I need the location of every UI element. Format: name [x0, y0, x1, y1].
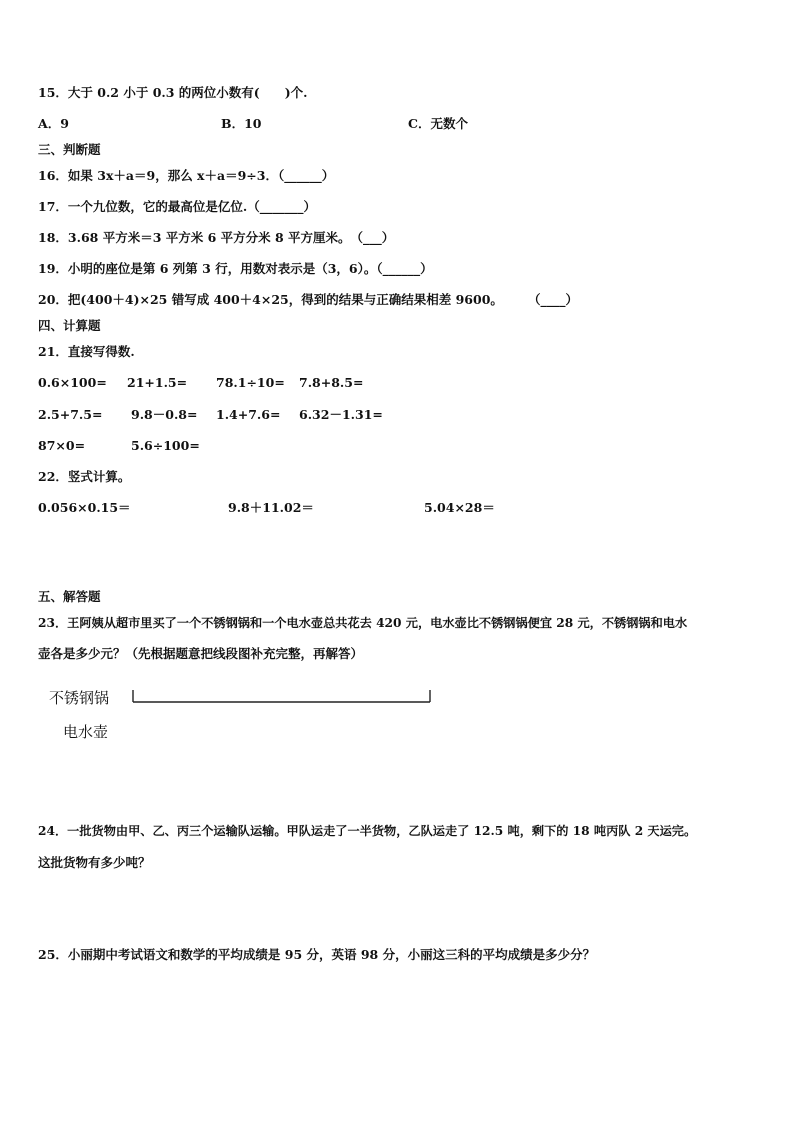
q21-item: 2.5+7.5= [38, 407, 103, 422]
q22-item: 0.056×0.15＝ [38, 500, 131, 515]
q15-option-a: A．9 [38, 116, 69, 131]
segment-diagram [125, 680, 435, 710]
q21-item: 0.6×100= [38, 375, 107, 390]
q21-item: 1.4+7.6= [216, 407, 281, 422]
q21-item: 87×0= [38, 438, 86, 453]
question-25: 25．小丽期中考试语文和数学的平均成绩是 95 分，英语 98 分，小丽这三科的平均成绩是多少分？ [38, 947, 596, 962]
q15-option-b: B．10 [221, 116, 262, 131]
question-20: 20．把(400＋4)×25 错写成 400＋4×25，得到的结果与正确结果相差 9600。 [38, 292, 503, 307]
question-23-line1: 23．王阿姨从超市里买了一个不锈钢锅和一个电水壶总共花去 420 元，电水壶比不锈钢锅便宜 28 元，不锈钢锅和电水 [38, 616, 688, 630]
q21-item: 78.1÷10= [216, 375, 285, 390]
question-24-line1: 24．一批货物由甲、乙、丙三个运输队运输。甲队运走了一半货物，乙队运走了 12.5 吨，剩下的 18 吨丙队 2 天运完。 [38, 824, 697, 838]
question-24-line2: 这批货物有多少吨？ [38, 855, 151, 870]
question-15: 15．大于 0.2 小于 0.3 的两位小数有( )个. [38, 85, 308, 100]
section-title-calculation: 四、计算题 [38, 318, 101, 333]
q22-item: 9.8＋11.02＝ [228, 500, 314, 515]
q21-item: 7.8+8.5= [299, 375, 364, 390]
q21-item: 9.8－0.8= [131, 407, 198, 422]
diagram-label-pot: 不锈钢锅 [49, 689, 110, 707]
question-22-title: 22．竖式计算。 [38, 469, 131, 484]
question-23-line2: 壶各是多少元？（先根据题意把线段图补充完整，再解答） [38, 646, 364, 661]
q15-option-c: C．无数个 [408, 116, 468, 131]
question-18: 18．3.68 平方米＝3 平方米 6 平方分米 8 平方厘米。 （___） [38, 230, 395, 245]
segment-line [133, 690, 430, 702]
diagram-label-kettle: 电水壶 [63, 723, 109, 741]
q21-item: 6.32－1.31= [299, 407, 383, 422]
question-17: 17．一个九位数，它的最高位是亿位.（_______） [38, 199, 316, 214]
section-title-answer: 五、解答题 [38, 589, 101, 604]
question-16: 16．如果 3x＋a＝9，那么 x＋a＝9÷3．（______） [38, 168, 335, 183]
question-19: 19．小明的座位是第 6 列第 3 行，用数对表示是（3，6）。（______） [38, 261, 433, 276]
q21-item: 5.6÷100= [131, 438, 200, 453]
question-20-blank: （____） [528, 292, 579, 307]
q21-item: 21+1.5= [127, 375, 188, 390]
question-21-title: 21．直接写得数. [38, 344, 135, 359]
section-title-judgment: 三、判断题 [38, 142, 101, 157]
q22-item: 5.04×28＝ [424, 500, 495, 515]
